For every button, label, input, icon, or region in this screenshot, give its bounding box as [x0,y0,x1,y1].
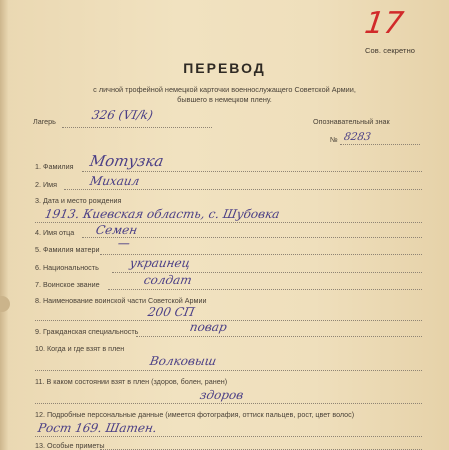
field-label-mother: 5. Фамилия матери [35,245,100,254]
field-label-profession: 9. Гражданская специальность [35,327,139,336]
camp-value: 326 (VI/k) [90,108,155,122]
field-line [64,189,422,190]
field-value-condition: здоров [198,388,245,402]
field-value-captured: Волковыш [148,354,218,368]
field-label-personal-data: 12. Подробные персональные данные (имеется фотография, оттиск пальцев, рост, цвет волос) [35,410,355,419]
field-label-name: 2. Имя [35,180,57,189]
field-line [82,171,422,172]
field-line [100,254,422,255]
field-label-captured: 10. Когда и где взят в плен [35,344,125,353]
field-line [35,403,422,404]
id-mark-line [340,144,420,145]
field-label-condition: 11. В каком состоянии взят в плен (здоров, болен, ранен) [35,377,228,386]
field-label-surname: 1. Фамилия [35,162,74,171]
field-value-nationality: украинец [128,256,192,270]
handwritten-number: 17 [362,6,406,41]
field-line [35,370,422,371]
field-label-father: 4. Имя отца [35,228,75,237]
camp-label: Лагерь [33,117,56,126]
field-label-rank: 7. Воинское звание [35,280,100,289]
subtitle-line-1: с личной трофейной немецкой карточки военнослужащего Советской Армии, [93,85,356,94]
field-value-birth: 1913. Киевская область, с. Шубовка [43,207,281,221]
field-line [35,436,422,437]
field-line [82,237,422,238]
field-value-personal-data: Рост 169. Шатен. [36,421,159,435]
field-value-father: Семен [94,223,139,237]
field-label-unit: 8. Наименование воинской части Советской Армии [35,296,207,305]
field-value-rank: солдат [142,273,193,287]
camp-line [62,127,212,128]
field-line [108,289,422,290]
subtitle-line-2: бывшего в немецком плену. [177,95,272,104]
field-label-nationality: 6. Национальность [35,263,99,272]
id-mark-prefix: № [330,135,338,144]
field-line [35,222,422,223]
id-mark-label: Опознавательный знак [313,117,390,126]
field-label-birth: 3. Дата и место рождения [35,196,122,205]
punch-hole-mark [0,296,10,312]
classification-label: Сов. секретно [365,46,416,55]
field-value-unit: 200 СП [146,305,196,319]
field-line [35,320,422,321]
field-value-mother: — [116,236,132,250]
field-line [136,336,422,337]
id-mark-value: 8283 [342,131,372,143]
field-value-profession: повар [188,320,229,334]
field-value-surname: Мотузка [88,152,165,170]
document-title: ПЕРЕВОД [183,60,266,76]
field-label-special-marks: 13. Особые приметы [35,441,105,450]
field-value-name: Михаил [88,174,141,188]
